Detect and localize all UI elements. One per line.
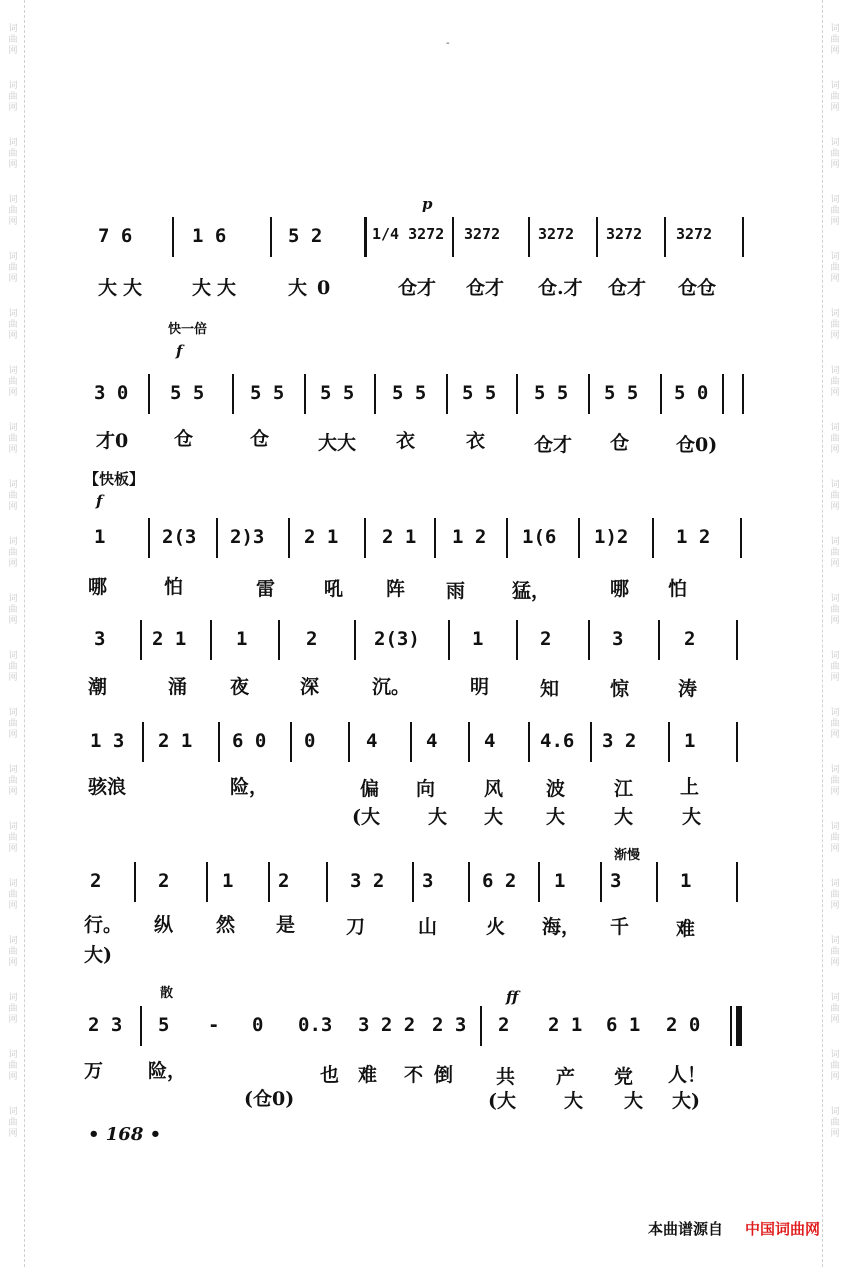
bar-line: [596, 217, 598, 257]
section-label: 【快板】: [84, 470, 145, 488]
watermark-text: 词 曲 网: [830, 24, 840, 56]
percussion-lyric: 大: [682, 806, 702, 828]
note: 2 1: [158, 730, 193, 752]
watermark-text: 词 曲 网: [830, 822, 840, 854]
notes-row-4: [92, 620, 762, 660]
bar-line: [410, 722, 412, 762]
lyric: 吼: [324, 578, 344, 600]
bar-line: [216, 518, 218, 558]
note: 0: [252, 1014, 264, 1036]
bar-line: [210, 620, 212, 660]
bar-line: [590, 722, 592, 762]
note: 4: [484, 730, 496, 752]
bar-line: [468, 862, 470, 902]
note: 5 2: [288, 225, 323, 247]
note: 1: [554, 870, 566, 892]
percussion-lyric: 大: [484, 806, 504, 828]
bar-line: [290, 722, 292, 762]
note: 2: [278, 870, 290, 892]
lyric: 大0: [288, 277, 341, 299]
note: 1 3: [90, 730, 125, 752]
note: 2 0: [666, 1014, 701, 1036]
lyric: 猛，: [512, 580, 551, 602]
lyric: 千: [610, 916, 630, 938]
watermark-text: 词 曲 网: [8, 708, 18, 740]
bar-line: [172, 217, 174, 257]
lyric: 衣: [466, 430, 486, 452]
watermark-text: 词 曲 网: [830, 993, 840, 1025]
bar-line: [142, 722, 144, 762]
watermark-text: 词 曲 网: [8, 822, 18, 854]
note: 5 5: [604, 382, 639, 404]
bar-line: [736, 620, 738, 660]
watermark-text: 词 曲 网: [830, 708, 840, 740]
lyric: 仓才: [534, 434, 573, 456]
bar-line: [516, 620, 518, 660]
note: 2: [684, 628, 696, 650]
lyric: 雷: [256, 578, 276, 600]
lyric: 是: [276, 914, 296, 936]
lyric: 才0: [96, 430, 129, 452]
note: 2: [306, 628, 318, 650]
bar-line: [412, 862, 414, 902]
note: 2 1: [304, 526, 339, 548]
watermark-text: 词 曲 网: [8, 1107, 18, 1139]
source-footer: [648, 1218, 820, 1239]
lyric: 惊: [610, 678, 630, 700]
bar-line: [134, 862, 136, 902]
lyric: 沉。: [372, 676, 411, 698]
bar-line: [448, 620, 450, 660]
percussion-lyric: 大: [624, 1090, 644, 1112]
notes-row-3: [92, 518, 762, 558]
lyric: 行。: [84, 914, 123, 936]
lyric: 仓仓: [678, 277, 717, 299]
lyric: 仓才: [466, 277, 505, 299]
tempo-annotation: 散: [160, 986, 174, 1001]
bar-line: [658, 620, 660, 660]
bar-line: [668, 722, 670, 762]
watermark-text: 词 曲 网: [830, 195, 840, 227]
lyric: 骇浪: [88, 776, 127, 798]
bar-line: [326, 862, 328, 902]
lyric: 险，: [230, 776, 269, 798]
tempo-annotation: 快一倍: [168, 322, 208, 337]
margin-dash-left: [24, 0, 25, 1267]
note: 1 2: [676, 526, 711, 548]
note: 5 0: [674, 382, 709, 404]
note: 3 2 2: [358, 1014, 416, 1036]
watermark-text: 词 曲 网: [830, 1107, 840, 1139]
percussion-lyric: 大: [546, 806, 566, 828]
bar-line: [652, 518, 654, 558]
watermark-text: 词 曲 网: [8, 252, 18, 284]
bar-line: [736, 722, 738, 762]
lyric: 难: [358, 1064, 378, 1086]
notes-row-7: [88, 1006, 768, 1046]
lyric: 仓.才: [538, 277, 583, 299]
lyric: 哪: [610, 578, 630, 600]
bar-line: [660, 374, 662, 414]
bar-line: [232, 374, 234, 414]
lyric: 刀: [346, 916, 366, 938]
lyric: 共: [496, 1066, 516, 1088]
lyric: 夜: [230, 676, 250, 698]
lyric: 也: [320, 1064, 340, 1086]
note: 1: [684, 730, 696, 752]
note: 2(3): [374, 628, 420, 650]
note: 7 6: [98, 225, 133, 247]
lyric: 仓才: [608, 277, 647, 299]
watermark-text: 词 曲 网: [830, 252, 840, 284]
bar-line: [354, 620, 356, 660]
note: 5 5: [170, 382, 205, 404]
lyric: 涌: [168, 676, 188, 698]
bar-line: [742, 374, 744, 414]
note: 2 1: [548, 1014, 583, 1036]
lyric: 大大: [98, 277, 149, 299]
bar-line: [148, 518, 150, 558]
note: 1 6: [192, 225, 227, 247]
watermark-text: 词 曲 网: [830, 537, 840, 569]
watermark-text: 词 曲 网: [8, 24, 18, 56]
lyric: 仓: [174, 428, 194, 450]
top-mark: -: [446, 38, 450, 49]
lyric: 险，: [148, 1060, 187, 1082]
notes-row-6: [92, 862, 762, 902]
bar-line: [588, 374, 590, 414]
note: 2)3: [230, 526, 265, 548]
note: 1 2: [452, 526, 487, 548]
tempo-annotation: 渐慢: [614, 848, 641, 863]
bar-line: [148, 374, 150, 414]
note: 3: [94, 628, 106, 650]
watermark-text: 词 曲 网: [830, 936, 840, 968]
lyric: 明: [470, 676, 490, 698]
note: 3 2: [602, 730, 637, 752]
note: 1: [472, 628, 484, 650]
watermark-text: 词 曲 网: [830, 423, 840, 455]
note: 2: [158, 870, 170, 892]
lyric: 仓: [610, 432, 630, 454]
bar-line: [304, 374, 306, 414]
watermark-text: 词 曲 网: [8, 993, 18, 1025]
bar-line: [740, 518, 742, 558]
watermark-text: 词 曲 网: [830, 309, 840, 341]
watermark-text: 词 曲 网: [830, 81, 840, 113]
bar-line: [278, 620, 280, 660]
lyric: 万: [84, 1060, 104, 1082]
bar-line: [140, 620, 142, 660]
lyric: 潮: [88, 676, 108, 698]
lyric: 大大: [192, 277, 243, 299]
final-bar-thin: [730, 1006, 732, 1046]
margin-dash-right: [822, 0, 823, 1267]
bar-line: [468, 722, 470, 762]
watermark-text: 词 曲 网: [8, 651, 18, 683]
note: 0: [304, 730, 316, 752]
note: 3272: [606, 225, 643, 243]
note: 3272: [464, 225, 501, 243]
bar-line: [516, 374, 518, 414]
note: 5 5: [462, 382, 497, 404]
lyric: 阵: [386, 578, 406, 600]
percussion-lyric: 大: [428, 806, 448, 828]
lyric: 江: [614, 778, 634, 800]
bar-line: [374, 374, 376, 414]
note: 1/4 3272: [372, 225, 445, 243]
watermark-text: 词 曲 网: [830, 480, 840, 512]
percussion-lyric: 大): [672, 1090, 700, 1112]
lyric: 上: [680, 776, 700, 798]
lyric: 怕: [668, 578, 688, 600]
bar-line: [364, 217, 367, 257]
note: 3272: [538, 225, 575, 243]
note: 2: [90, 870, 102, 892]
watermark-text: 词 曲 网: [8, 480, 18, 512]
watermark-text: 词 曲 网: [830, 366, 840, 398]
bar-line: [528, 722, 530, 762]
lyric: 然: [216, 914, 236, 936]
bar-line: [736, 862, 738, 902]
note: 1: [94, 526, 106, 548]
bar-line: [578, 518, 580, 558]
watermark-text: 词 曲 网: [830, 138, 840, 170]
lyric: 海，: [542, 916, 581, 938]
watermark-text: 词 曲 网: [8, 879, 18, 911]
note: 2: [498, 1014, 510, 1036]
bar-line: [218, 722, 220, 762]
note: 2(3: [162, 526, 197, 548]
note: 1: [680, 870, 692, 892]
lyric: 涛: [678, 678, 698, 700]
bar-line: [588, 620, 590, 660]
watermark-text: 词 曲 网: [830, 765, 840, 797]
watermark-text: 词 曲 网: [830, 594, 840, 626]
note: 5 5: [392, 382, 427, 404]
bar-line: [452, 217, 454, 257]
dynamic-mark: p: [422, 195, 433, 213]
watermark-text: 词 曲 网: [830, 1050, 840, 1082]
watermark-text: 词 曲 网: [8, 81, 18, 113]
note: 1: [236, 628, 248, 650]
note: 4: [426, 730, 438, 752]
percussion-lyric: 大: [614, 806, 634, 828]
bar-line: [270, 217, 272, 257]
watermark-text: 词 曲 网: [8, 936, 18, 968]
note: 5 5: [534, 382, 569, 404]
note: 4.6: [540, 730, 575, 752]
lyric: 产: [556, 1066, 576, 1088]
watermark-text: 词 曲 网: [8, 366, 18, 398]
note: 2 1: [382, 526, 417, 548]
note: 5 5: [320, 382, 355, 404]
note: 2 3: [432, 1014, 467, 1036]
watermark-text: 词 曲 网: [8, 594, 18, 626]
lyric: 仓: [250, 428, 270, 450]
lyric: 仓0): [676, 434, 718, 456]
note: 6 0: [232, 730, 267, 752]
note: 2: [540, 628, 552, 650]
lyric: 衣: [396, 430, 416, 452]
note: 6 1: [606, 1014, 641, 1036]
note: 5 5: [250, 382, 285, 404]
lyric: 党: [614, 1066, 634, 1088]
watermark-right: [824, 0, 846, 1267]
note: -: [208, 1014, 220, 1036]
bar-line: [506, 518, 508, 558]
lyric: 向: [416, 778, 436, 800]
bar-line: [722, 374, 724, 414]
percussion-lyric: (仓0): [244, 1088, 295, 1110]
bar-line: [600, 862, 602, 902]
note: 3 0: [94, 382, 129, 404]
bar-line: [140, 1006, 142, 1046]
percussion-lyric: (大: [488, 1090, 516, 1112]
lyric: 深: [300, 676, 320, 698]
note: 3: [610, 870, 622, 892]
bar-line: [664, 217, 666, 257]
lyric: 山: [418, 916, 438, 938]
watermark-text: 词 曲 网: [830, 879, 840, 911]
bar-line: [288, 518, 290, 558]
lyric: 怕: [164, 576, 184, 598]
lyric: 不: [404, 1064, 424, 1086]
bar-line: [348, 722, 350, 762]
brand-link[interactable]: 中国词曲网: [744, 1220, 820, 1238]
dynamic-mark: f: [96, 492, 103, 510]
notes-row-1: [92, 217, 762, 257]
lyric: 知: [540, 678, 560, 700]
bar-line: [206, 862, 208, 902]
note: 2 1: [152, 628, 187, 650]
watermark-text: 词 曲 网: [8, 309, 18, 341]
watermark-text: 词 曲 网: [8, 537, 18, 569]
lyric: 仓才: [398, 277, 437, 299]
note: 6 2: [482, 870, 517, 892]
note: 2 3: [88, 1014, 123, 1036]
lyric: 难: [676, 918, 696, 940]
bar-line: [364, 518, 366, 558]
lyric: 雨: [446, 580, 466, 602]
watermark-text: 词 曲 网: [8, 138, 18, 170]
lyric: 人！: [668, 1064, 707, 1086]
source-label: 本曲谱源自: [647, 1220, 723, 1238]
bar-line: [268, 862, 270, 902]
watermark-text: 词 曲 网: [8, 1050, 18, 1082]
lyric: 大大: [318, 432, 357, 454]
bar-line: [656, 862, 658, 902]
percussion-lyric: (大: [352, 806, 380, 828]
lyric: 偏: [360, 778, 380, 800]
lyric: 倒: [434, 1064, 454, 1086]
dynamic-mark: ff: [506, 988, 519, 1006]
notes-row-2: [92, 374, 762, 414]
watermark-text: 词 曲 网: [830, 651, 840, 683]
percussion-lyric: 大): [84, 944, 112, 966]
note: 5: [158, 1014, 170, 1036]
watermark-text: 词 曲 网: [8, 765, 18, 797]
bar-line: [446, 374, 448, 414]
note: 1)2: [594, 526, 629, 548]
note: 1(6: [522, 526, 557, 548]
lyric: 哪: [88, 576, 108, 598]
bar-line: [480, 1006, 482, 1046]
note: 3: [612, 628, 624, 650]
percussion-lyric: 大: [564, 1090, 584, 1112]
bar-line: [742, 217, 744, 257]
lyric: 火: [486, 916, 506, 938]
watermark-text: 词 曲 网: [8, 423, 18, 455]
note: 4: [366, 730, 378, 752]
dynamic-mark: f: [176, 342, 183, 360]
note: 1: [222, 870, 234, 892]
bar-line: [528, 217, 530, 257]
notes-row-5: [92, 722, 762, 762]
final-bar-thick: [736, 1006, 742, 1046]
lyric: 波: [546, 778, 566, 800]
note: 3272: [676, 225, 713, 243]
page-number: • 168 •: [88, 1124, 162, 1145]
watermark-left: [2, 0, 24, 1267]
lyric: 纵: [154, 914, 174, 936]
watermark-text: 词 曲 网: [8, 195, 18, 227]
note: 3 2: [350, 870, 385, 892]
note: 0.3: [298, 1014, 333, 1036]
bar-line: [538, 862, 540, 902]
note: 3: [422, 870, 434, 892]
lyric: 风: [484, 778, 504, 800]
bar-line: [434, 518, 436, 558]
